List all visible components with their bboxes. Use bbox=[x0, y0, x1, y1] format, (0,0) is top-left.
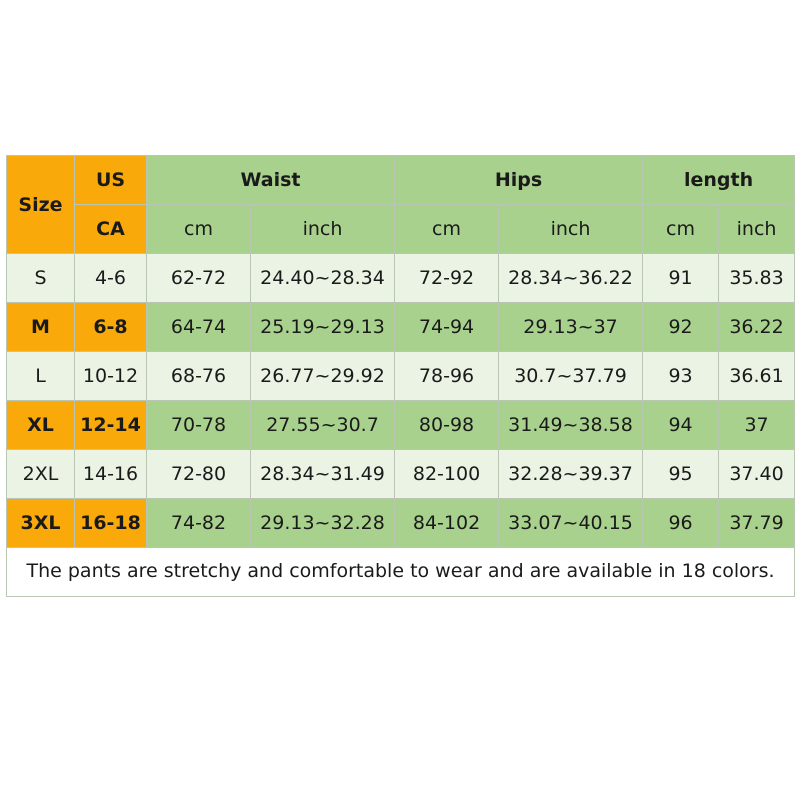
cell-size: S bbox=[7, 254, 75, 303]
cell-length-cm: 92 bbox=[643, 303, 719, 352]
header-length: length bbox=[643, 156, 795, 205]
header-waist-inch: inch bbox=[251, 205, 395, 254]
table-header-row-main bbox=[7, 156, 795, 205]
header-us: US bbox=[75, 156, 147, 205]
table-row bbox=[7, 254, 795, 303]
cell-waist-inch: 29.13~32.28 bbox=[251, 499, 395, 548]
header-length-cm: cm bbox=[643, 205, 719, 254]
cell-length-inch: 37 bbox=[719, 401, 795, 450]
cell-length-inch: 36.61 bbox=[719, 352, 795, 401]
cell-length-cm: 93 bbox=[643, 352, 719, 401]
cell-waist-inch: 25.19~29.13 bbox=[251, 303, 395, 352]
table-row bbox=[7, 352, 795, 401]
cell-us-ca: 12-14 bbox=[75, 401, 147, 450]
header-length-inch: inch bbox=[719, 205, 795, 254]
size-chart-note: The pants are stretchy and comfortable to wear and are available in 18 colors. bbox=[7, 548, 795, 597]
cell-waist-cm: 64-74 bbox=[147, 303, 251, 352]
table-row bbox=[7, 401, 795, 450]
header-ca: CA bbox=[75, 205, 147, 254]
cell-us-ca: 4-6 bbox=[75, 254, 147, 303]
cell-length-inch: 35.83 bbox=[719, 254, 795, 303]
header-waist-cm: cm bbox=[147, 205, 251, 254]
cell-waist-cm: 72-80 bbox=[147, 450, 251, 499]
cell-hips-inch: 32.28~39.37 bbox=[499, 450, 643, 499]
cell-us-ca: 6-8 bbox=[75, 303, 147, 352]
cell-length-inch: 36.22 bbox=[719, 303, 795, 352]
table-row bbox=[7, 499, 795, 548]
cell-us-ca: 14-16 bbox=[75, 450, 147, 499]
cell-waist-inch: 26.77~29.92 bbox=[251, 352, 395, 401]
cell-hips-inch: 29.13~37 bbox=[499, 303, 643, 352]
cell-hips-cm: 74-94 bbox=[395, 303, 499, 352]
cell-size: 2XL bbox=[7, 450, 75, 499]
cell-waist-inch: 28.34~31.49 bbox=[251, 450, 395, 499]
cell-waist-inch: 24.40~28.34 bbox=[251, 254, 395, 303]
cell-length-inch: 37.40 bbox=[719, 450, 795, 499]
cell-size: L bbox=[7, 352, 75, 401]
header-size: Size bbox=[7, 156, 75, 254]
cell-hips-cm: 84-102 bbox=[395, 499, 499, 548]
cell-waist-cm: 68-76 bbox=[147, 352, 251, 401]
cell-waist-cm: 74-82 bbox=[147, 499, 251, 548]
cell-hips-inch: 28.34~36.22 bbox=[499, 254, 643, 303]
cell-size: XL bbox=[7, 401, 75, 450]
cell-length-cm: 96 bbox=[643, 499, 719, 548]
size-chart-table bbox=[6, 155, 795, 597]
size-chart-container bbox=[6, 155, 794, 597]
cell-size: 3XL bbox=[7, 499, 75, 548]
header-hips-inch: inch bbox=[499, 205, 643, 254]
cell-hips-inch: 33.07~40.15 bbox=[499, 499, 643, 548]
cell-waist-cm: 62-72 bbox=[147, 254, 251, 303]
header-hips: Hips bbox=[395, 156, 643, 205]
cell-length-cm: 91 bbox=[643, 254, 719, 303]
cell-hips-cm: 72-92 bbox=[395, 254, 499, 303]
header-hips-cm: cm bbox=[395, 205, 499, 254]
cell-us-ca: 10-12 bbox=[75, 352, 147, 401]
cell-length-inch: 37.79 bbox=[719, 499, 795, 548]
cell-length-cm: 94 bbox=[643, 401, 719, 450]
cell-hips-cm: 80-98 bbox=[395, 401, 499, 450]
header-waist: Waist bbox=[147, 156, 395, 205]
table-row bbox=[7, 303, 795, 352]
cell-hips-inch: 31.49~38.58 bbox=[499, 401, 643, 450]
cell-hips-cm: 78-96 bbox=[395, 352, 499, 401]
table-note-row bbox=[7, 548, 795, 597]
table-header-row-sub bbox=[7, 205, 795, 254]
cell-hips-cm: 82-100 bbox=[395, 450, 499, 499]
table-row bbox=[7, 450, 795, 499]
cell-length-cm: 95 bbox=[643, 450, 719, 499]
cell-us-ca: 16-18 bbox=[75, 499, 147, 548]
cell-waist-inch: 27.55~30.7 bbox=[251, 401, 395, 450]
cell-waist-cm: 70-78 bbox=[147, 401, 251, 450]
cell-size: M bbox=[7, 303, 75, 352]
cell-hips-inch: 30.7~37.79 bbox=[499, 352, 643, 401]
